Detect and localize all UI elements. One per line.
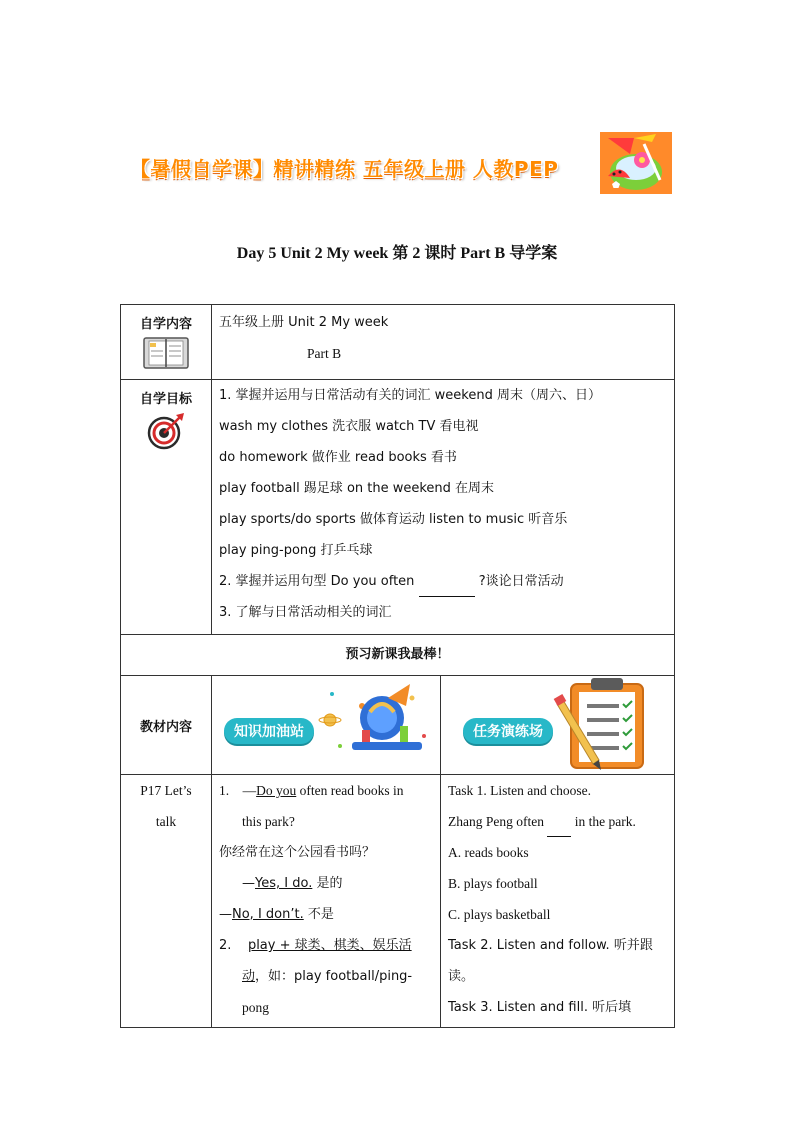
study-goals-cell xyxy=(212,380,675,635)
study-content-line1: 五年级上册 Unit 2 My week xyxy=(219,315,389,330)
study-goals-label-cell xyxy=(121,380,212,635)
row-study-goals xyxy=(121,380,675,635)
task-option-c: C. plays basketball xyxy=(448,907,551,922)
goal-line-1: 1. 掌握并运用与日常活动有关的词汇 weekend 周末（周六、日） xyxy=(219,388,601,403)
goal-line-5: play sports/do sports 做体育运动 listen to music 听音乐 xyxy=(219,512,568,527)
lets-talk-tasks-cell xyxy=(441,775,675,1028)
row-study-content xyxy=(121,305,675,380)
note-1-number: 1. xyxy=(219,783,230,798)
goal-line-7-end: ?谈论日常活动 xyxy=(474,574,564,589)
row-lets-talk xyxy=(121,775,675,1028)
goal-line-4: play football 踢足球 on the weekend 在周末 xyxy=(219,481,495,496)
note-4-rest: 是的 xyxy=(312,876,343,891)
task-line-8: Task 3. Listen and fill. 听后填 xyxy=(448,1000,632,1015)
note-1-rest: often read books in xyxy=(296,783,404,798)
task-2-start: Zhang Peng often xyxy=(448,814,548,829)
study-plan-table xyxy=(120,304,675,1028)
header-banner xyxy=(130,132,675,194)
task-option-b: B. plays football xyxy=(448,876,538,891)
task-line-7: 读。 xyxy=(448,969,475,984)
study-content-label-cell xyxy=(121,305,212,380)
note-7-rest: ，如：play football/ping- xyxy=(255,969,413,984)
note-line-8: pong xyxy=(242,1000,269,1015)
note-6-underlined: play + 球类、棋类、娱乐活 xyxy=(247,938,412,953)
knowledge-station-pill: 知识加油站 xyxy=(224,718,314,744)
lets-talk-label-line1: P17 Let’s xyxy=(140,783,192,798)
note-4-dash: — xyxy=(242,876,255,891)
lets-talk-label-cell xyxy=(121,775,212,1028)
note-line-6 xyxy=(212,930,440,961)
task-line-1: Task 1. Listen and choose. xyxy=(448,783,592,798)
target-icon xyxy=(146,411,186,451)
note-4-underlined: Yes, I do. xyxy=(255,876,313,891)
notebook-icon xyxy=(141,336,191,370)
row-preview xyxy=(121,635,675,676)
goal-line-2: wash my clothes 洗衣服 watch TV 看电视 xyxy=(219,419,479,434)
task-answer-blank[interactable] xyxy=(547,818,571,837)
knowledge-station-cell xyxy=(212,676,441,775)
task-2-end: in the park. xyxy=(571,814,636,829)
note-line-7 xyxy=(212,961,440,992)
goal-line-3: do homework 做作业 read books 看书 xyxy=(219,450,457,465)
note-line-4 xyxy=(212,868,440,899)
note-1-dash: — xyxy=(242,783,257,798)
note-7-underlined: 动 xyxy=(242,969,256,984)
lets-talk-notes-cell xyxy=(212,775,441,1028)
task-line-6: Task 2. Listen and follow. 听并跟 xyxy=(448,938,653,953)
lets-talk-label-line2: talk xyxy=(155,814,177,829)
note-6-number: 2. xyxy=(219,938,232,953)
study-content-cell xyxy=(212,305,675,380)
note-line-2: this park? xyxy=(242,814,295,829)
goal-line-7 xyxy=(212,566,674,597)
task-practice-cell xyxy=(441,676,675,775)
study-content-line2: Part B xyxy=(307,346,342,361)
goal-line-7-start: 2. 掌握并运用句型 Do you often xyxy=(219,574,419,589)
note-1-underlined: Do you xyxy=(256,783,297,798)
summer-drink-icon xyxy=(600,132,672,194)
study-content-label: 自学内容 xyxy=(139,317,192,332)
note-5-underlined: No, I don’t. xyxy=(232,907,304,922)
task-option-a: A. reads books xyxy=(448,845,529,860)
goal-line-6: play ping-pong 打乒乓球 xyxy=(219,543,373,558)
goal-line-8: 3. 了解与日常活动相关的词汇 xyxy=(219,605,392,620)
document-title: Day 5 Unit 2 My week 第 2 课时 Part B 导学案 xyxy=(236,245,558,262)
note-5-dash: — xyxy=(219,907,232,922)
task-practice-pill: 任务演练场 xyxy=(463,718,553,744)
note-line-1 xyxy=(212,775,440,806)
banner-text: 【暑假自学课】精讲精练 五年级上册 人教PEP xyxy=(130,157,559,181)
note-line-3: 你经常在这个公园看书吗？ xyxy=(219,845,376,860)
note-5-rest: 不是 xyxy=(303,907,334,922)
answer-blank[interactable] xyxy=(419,578,475,597)
preview-banner: 预习新课我最棒！ xyxy=(121,635,675,676)
note-line-5 xyxy=(212,899,440,930)
row-materials xyxy=(121,676,675,775)
task-line-2 xyxy=(441,806,674,837)
materials-label: 教材内容 xyxy=(121,676,212,775)
study-goals-label: 自学目标 xyxy=(139,392,192,407)
